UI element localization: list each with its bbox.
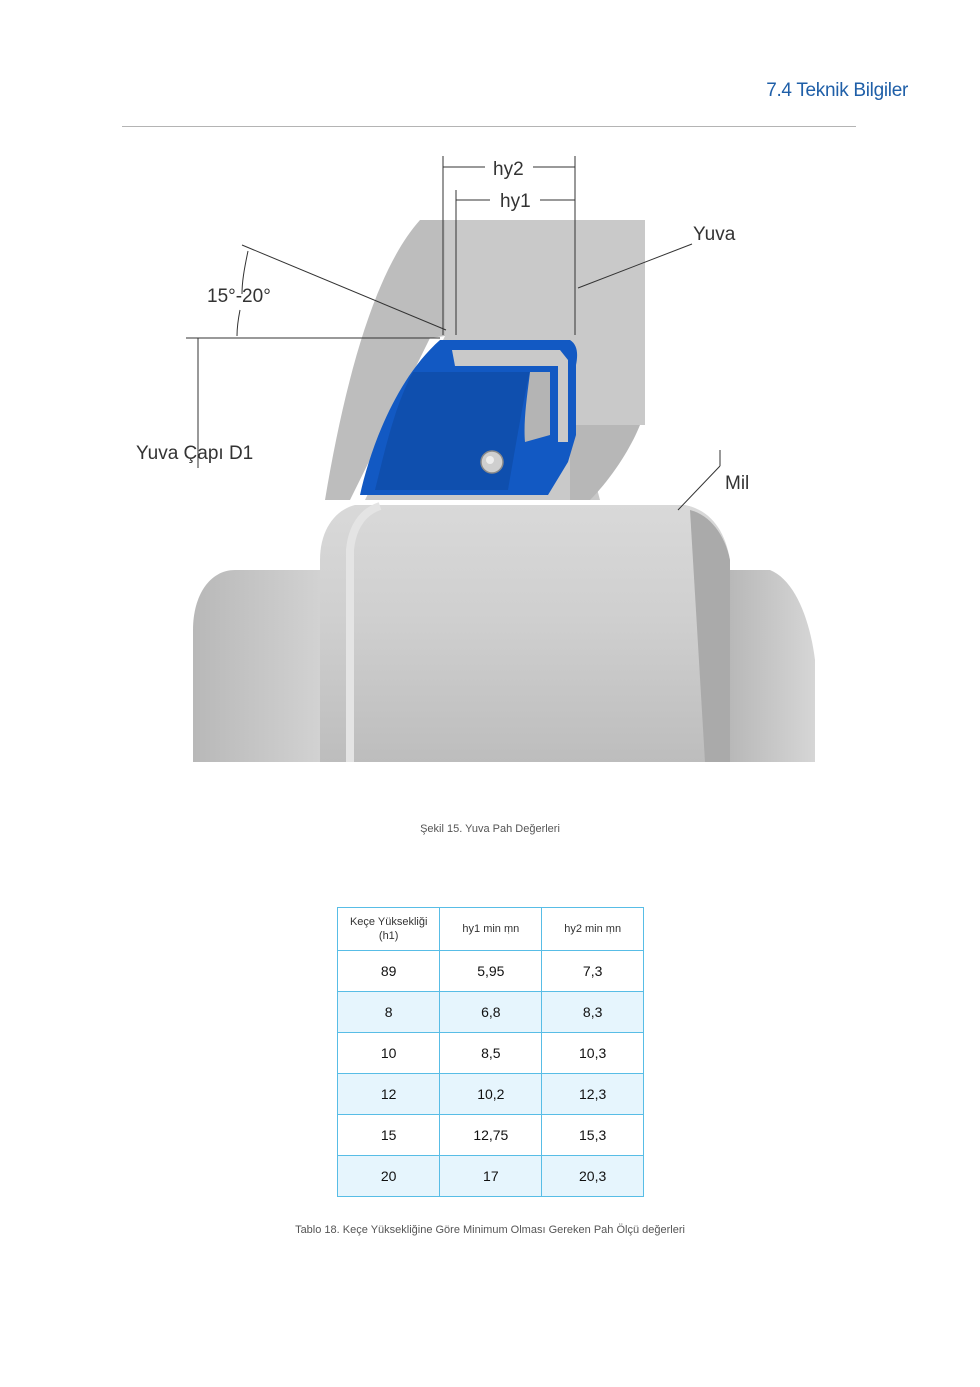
table-cell: 12,75 <box>440 1115 542 1156</box>
table-cell: 15,3 <box>542 1115 644 1156</box>
table-row <box>338 1156 644 1197</box>
table-cell: 20,3 <box>542 1156 644 1197</box>
diameter-label: Yuva Çapı D1 <box>136 443 254 464</box>
table-cell: 10,2 <box>440 1074 542 1115</box>
table-row <box>338 951 644 992</box>
table-cell: 10,3 <box>542 1033 644 1074</box>
table-cell: 89 <box>338 951 440 992</box>
table-cell: 5,95 <box>440 951 542 992</box>
table-cell: 7,3 <box>542 951 644 992</box>
shaft-body <box>193 505 815 762</box>
section-title: 7.4 Teknik Bilgiler <box>766 80 908 101</box>
table-cell: 10 <box>338 1033 440 1074</box>
mil-label: Mil <box>725 473 750 494</box>
table-caption: Tablo 18. Keçe Yüksekliğine Göre Minimum Olması Gereken Pah Ölçü değerleri <box>295 1224 685 1236</box>
header-divider <box>122 126 856 127</box>
column-header: hy2 min ṃn <box>542 908 644 951</box>
angle-label: 15°-20° <box>207 286 271 307</box>
column-header: hy1 min ṃn <box>440 908 542 951</box>
table-cell: 12 <box>338 1074 440 1115</box>
table-cell: 8 <box>338 992 440 1033</box>
table-cell: 8,5 <box>440 1033 542 1074</box>
table-cell: 6,8 <box>440 992 542 1033</box>
chamfer-table <box>337 907 644 1197</box>
table-row <box>338 1074 644 1115</box>
seal-housing-figure <box>130 150 830 780</box>
yuva-label: Yuva <box>693 224 736 245</box>
table-header-row <box>338 908 644 951</box>
table-row <box>338 1033 644 1074</box>
table-row <box>338 1115 644 1156</box>
table-cell: 20 <box>338 1156 440 1197</box>
table-cell: 8,3 <box>542 992 644 1033</box>
table-cell: 12,3 <box>542 1074 644 1115</box>
figure-caption: Şekil 15. Yuva Pah Değerleri <box>420 823 560 835</box>
table-row <box>338 992 644 1033</box>
column-header: Keçe Yüksekliği (h1) <box>338 908 440 951</box>
hy2-label: hy2 <box>493 159 524 180</box>
table-cell: 17 <box>440 1156 542 1197</box>
hy1-label: hy1 <box>500 191 531 212</box>
table-cell: 15 <box>338 1115 440 1156</box>
